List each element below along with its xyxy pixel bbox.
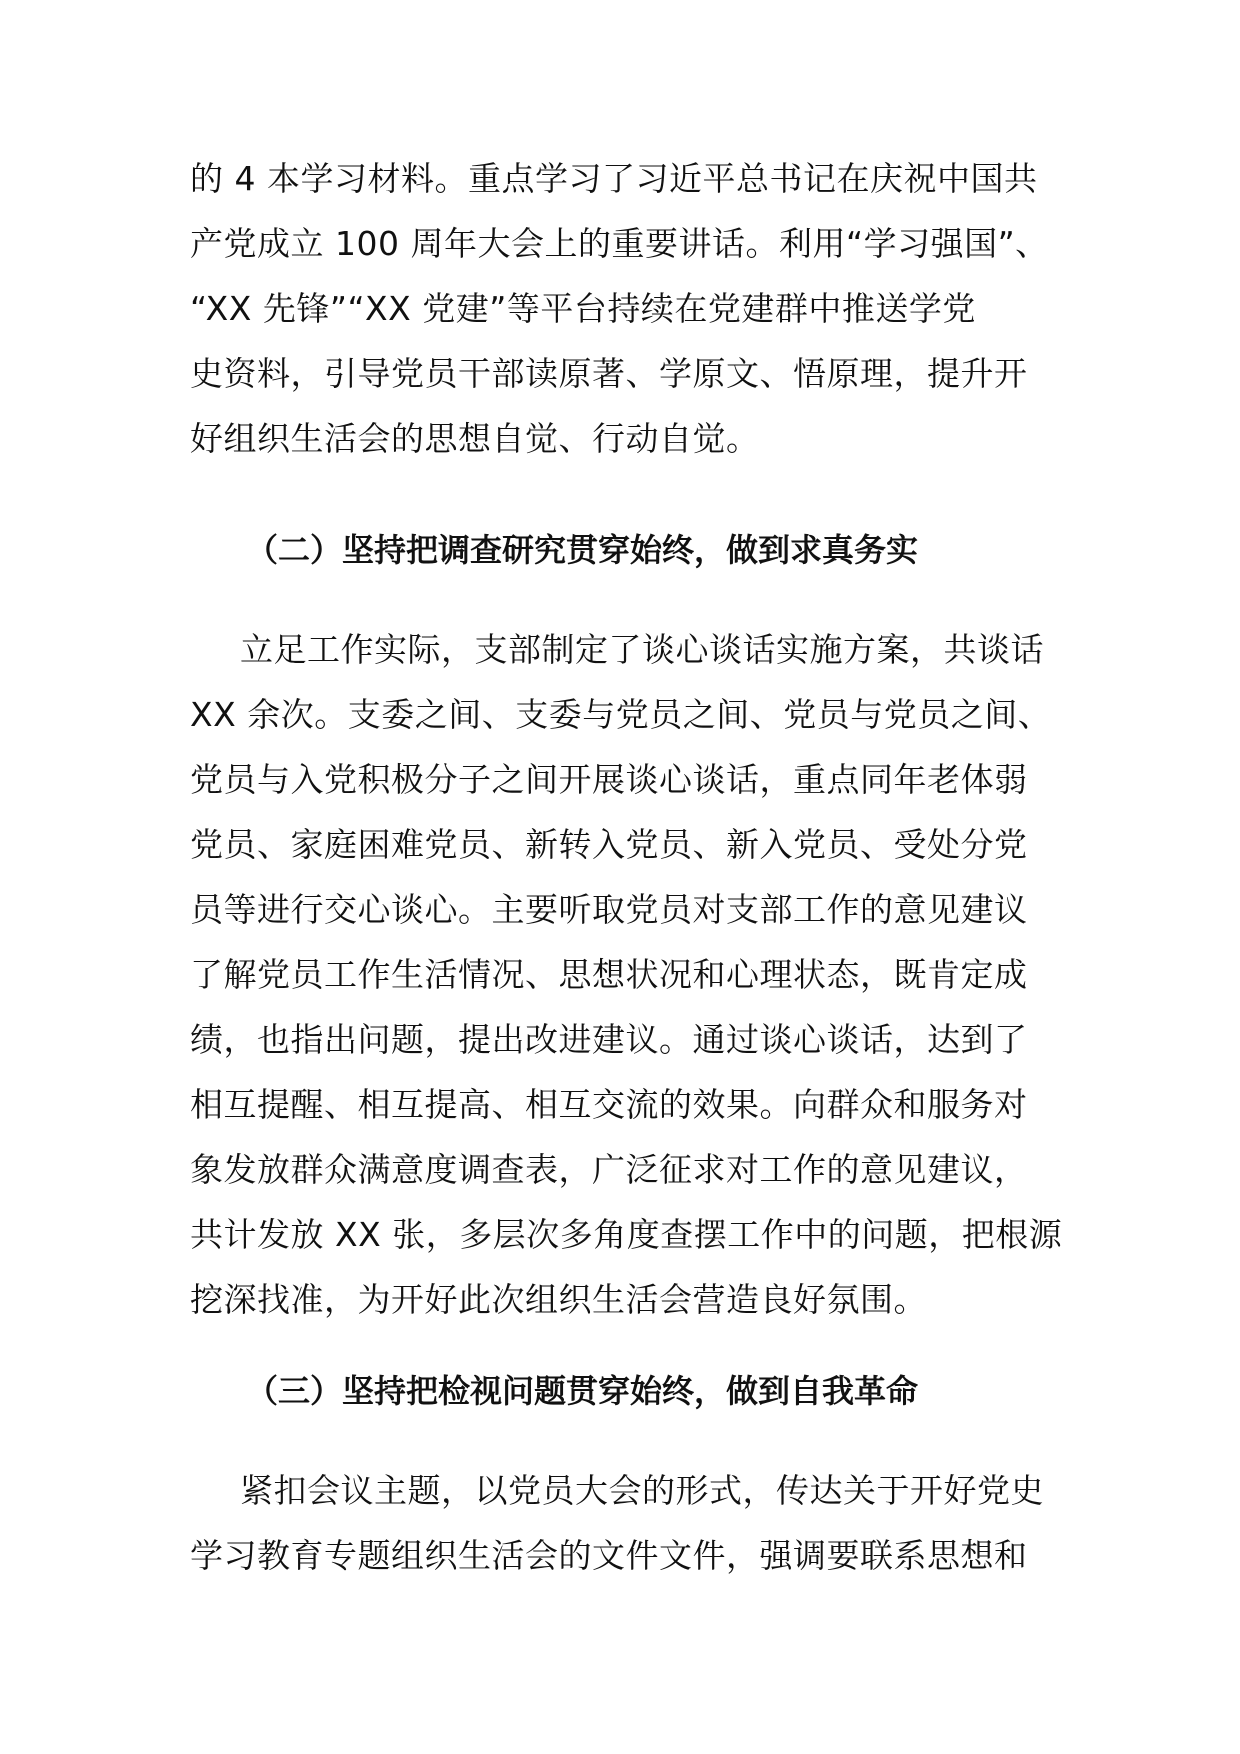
section-heading-3: （三）坚持把检视问题贯穿始终，做到自我革命 (246, 1372, 919, 1410)
text-line: “XX 先锋”“XX 党建”等平台持续在党建群中推送学党 (190, 289, 976, 328)
text-line: 了解党员工作生活情况、思想状况和心理状态，既肯定成 (190, 955, 1028, 994)
paragraph-research (190, 617, 1063, 1332)
text-line: XX 余次。支委之间、支委与党员之间、党员与党员之间、 (190, 695, 1052, 734)
text-line: 学习教育专题组织生活会的文件文件，强调要联系思想和 (190, 1536, 1028, 1575)
text-line: 立足工作实际，支部制定了谈心谈话实施方案，共谈话 (240, 630, 1044, 669)
paragraph-study-materials (190, 146, 1058, 471)
text-line: 象发放群众满意度调查表，广泛征求对工作的意见建议， (190, 1150, 1028, 1189)
text-line: 的 4 本学习材料。重点学习了习近平总书记在庆祝中国共 (190, 159, 1038, 198)
text-line: 共计发放 XX 张，多层次多角度查摆工作中的问题，把根源 (190, 1215, 1063, 1254)
text-line: 绩，也指出问题，提出改进建议。通过谈心谈话，达到了 (190, 1020, 1028, 1059)
text-line: 史资料，引导党员干部读原著、学原文、悟原理，提升开 (190, 354, 1028, 393)
text-line: 党员与入党积极分子之间开展谈心谈话，重点同年老体弱 (190, 760, 1028, 799)
text-line: 党员、家庭困难党员、新转入党员、新入党员、受处分党 (190, 825, 1028, 864)
text-line: 产党成立 100 周年大会上的重要讲话。利用“学习强国”、 (190, 224, 1049, 263)
section-heading-2: （二）坚持把调查研究贯穿始终，做到求真务实 (246, 531, 919, 569)
paragraph-self-review (190, 1458, 1058, 1588)
text-line: 挖深找准，为开好此次组织生活会营造良好氛围。 (190, 1280, 927, 1319)
text-line: 员等进行交心谈心。主要听取党员对支部工作的意见建议 (190, 890, 1028, 929)
text-line: 好组织生活会的思想自觉、行动自觉。 (190, 419, 760, 458)
text-line: 相互提醒、相互提高、相互交流的效果。向群众和服务对 (190, 1085, 1028, 1124)
text-line: 紧扣会议主题，以党员大会的形式，传达关于开好党史 (240, 1471, 1044, 1510)
